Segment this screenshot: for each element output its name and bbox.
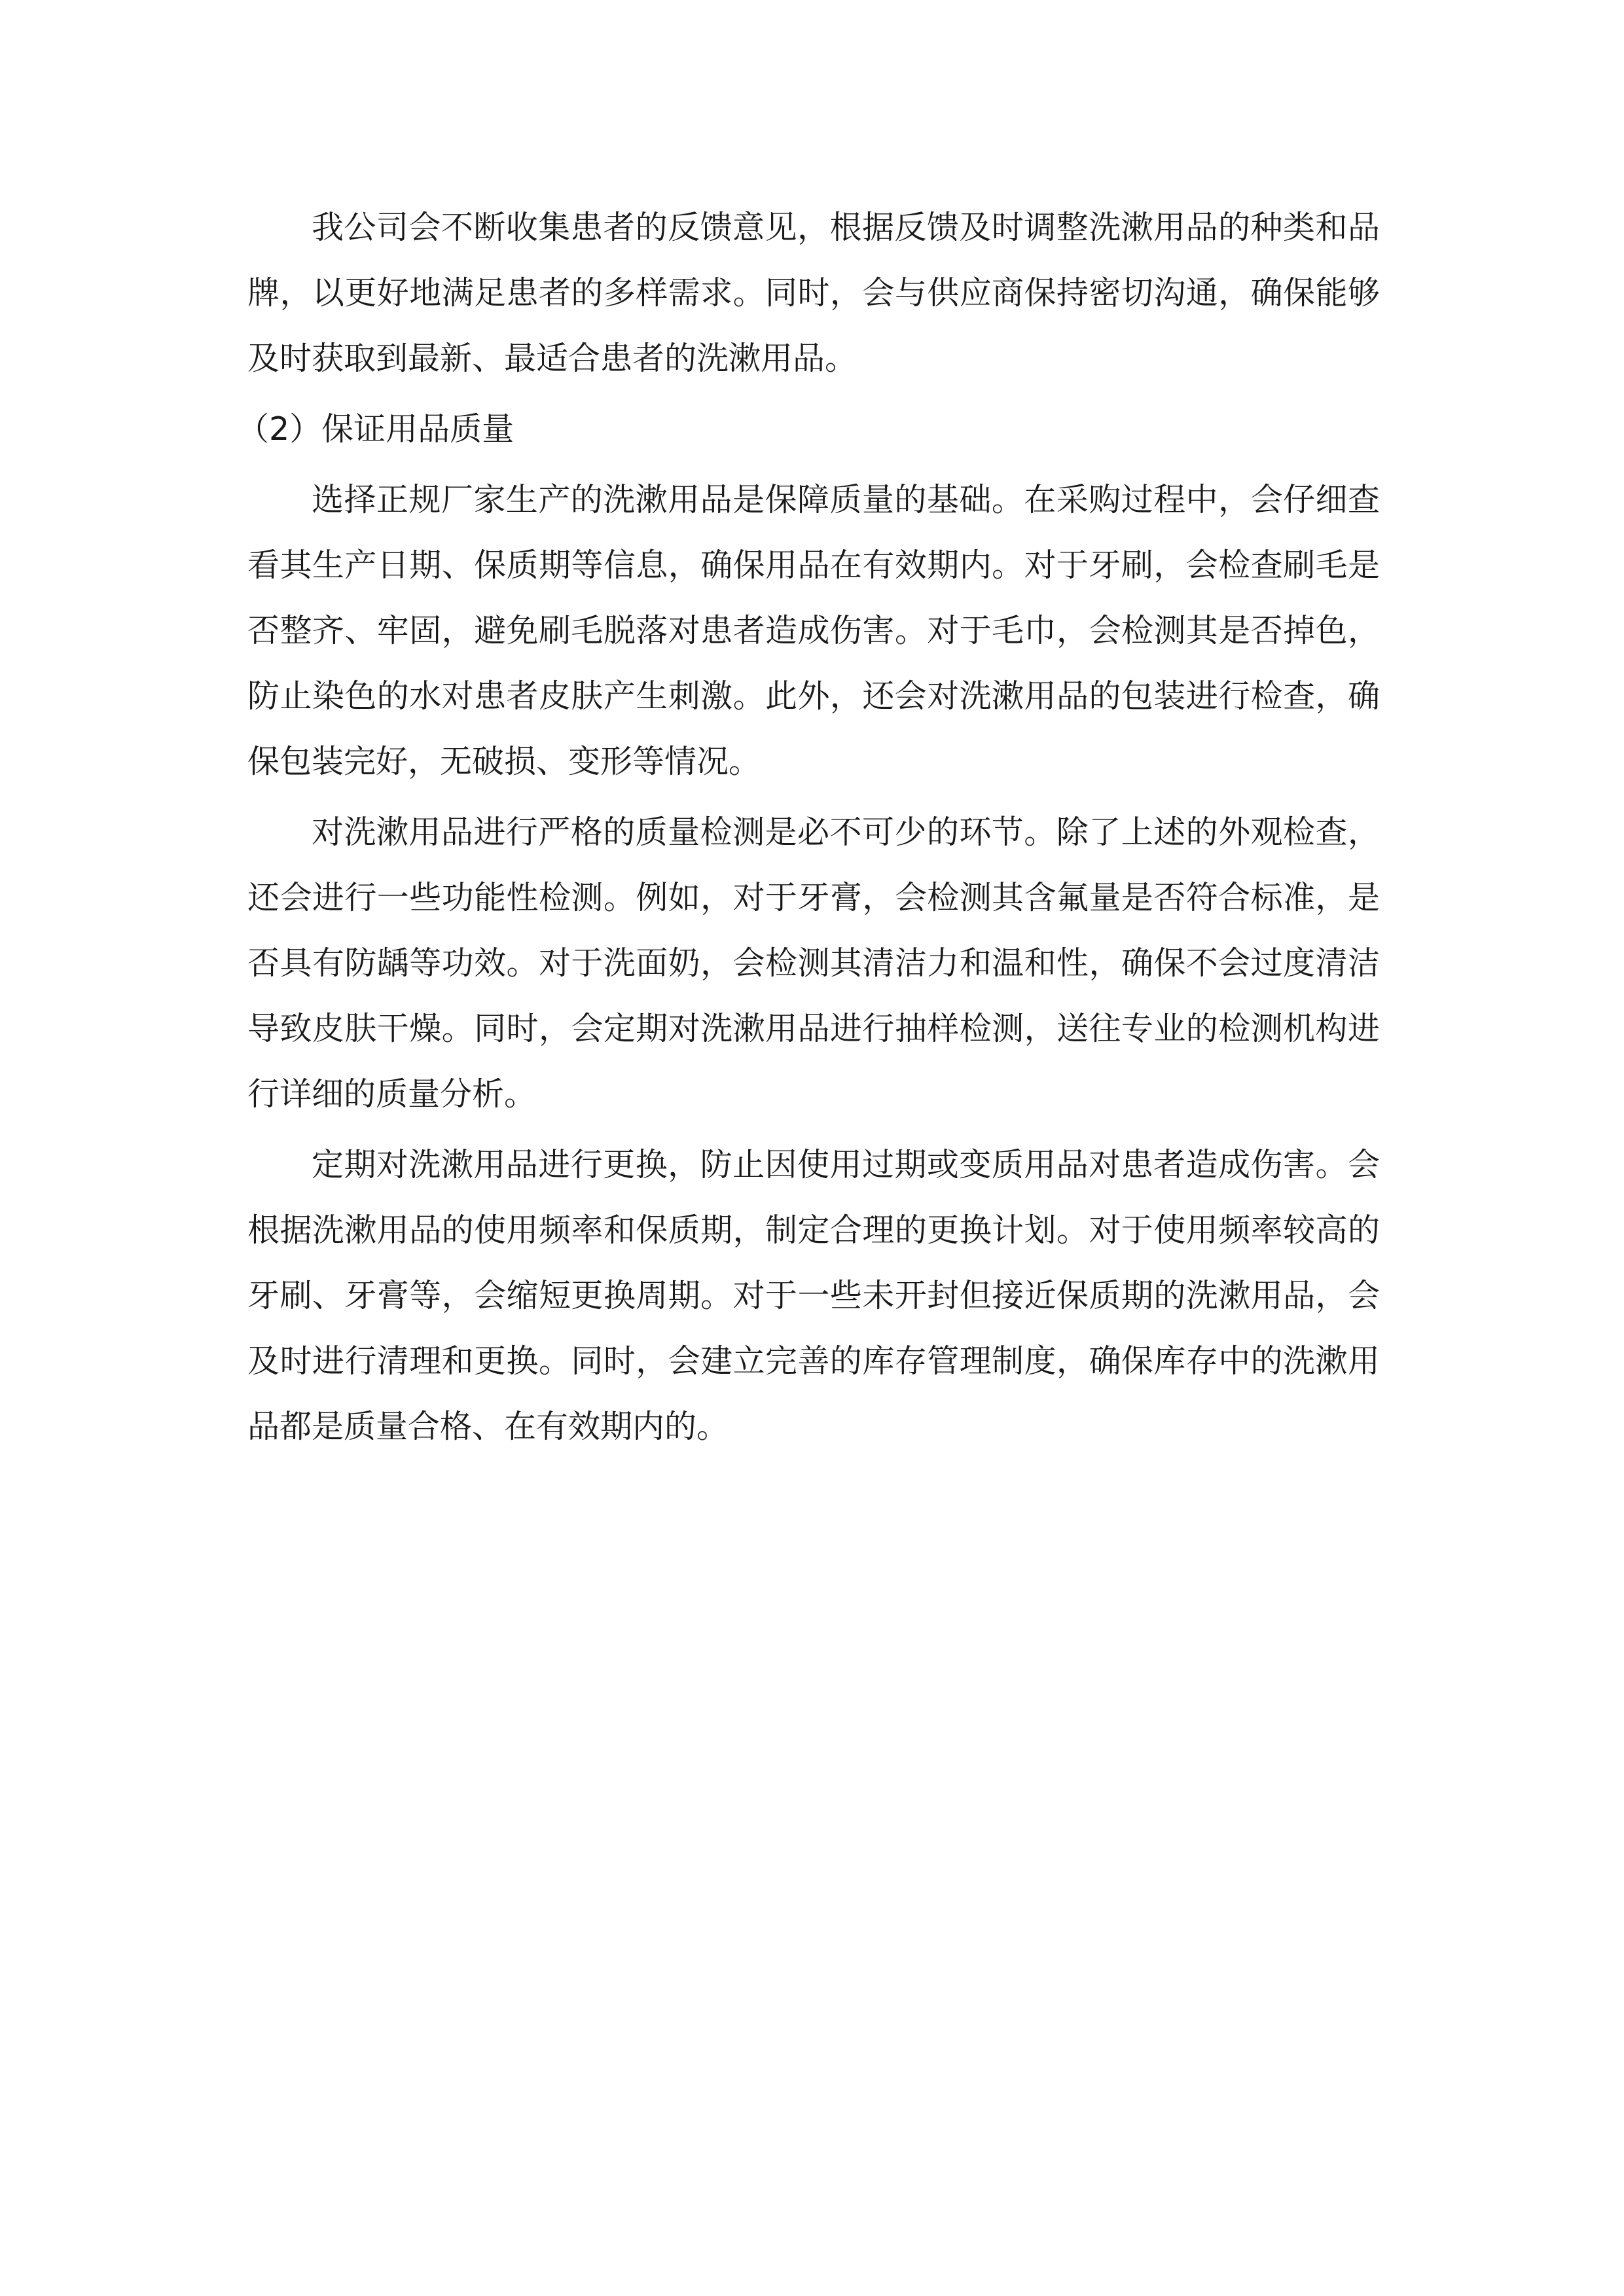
paragraph-quality-testing: 对洗漱用品进行严格的质量检测是必不可少的环节。除了上述的外观检查，还会进行一些功能性检测。例如，对于牙膏，会检测其含氟量是否符合标准，是否具有防龋等功效。对于洗面奶，会检测其清洁力和温和性，确保不会过度清洁导致皮肤干燥。同时，会定期对洗漱用品进行抽样检测，送往专业的检测机构进行详细的质量分析。 xyxy=(247,814,1380,1113)
document-body xyxy=(237,195,1380,1465)
paragraph-replacement: 定期对洗漱用品进行更换，防止因使用过期或变质用品对患者造成伤害。会根据洗漱用品的使用频率和保质期，制定合理的更换计划。对于使用频率较高的牙刷、牙膏等，会缩短更换周期。对于一些未开封但接近保质期的洗漱用品，会及时进行清理和更换。同时，会建立完善的库存管理制度，确保库存中的洗漱用品都是质量合格、在有效期内的。 xyxy=(247,1146,1380,1445)
paragraph-supplier-selection: 选择正规厂家生产的洗漱用品是保障质量的基础。在采购过程中，会仔细查看其生产日期、保质期等信息，确保用品在有效期内。对于牙刷，会检查刷毛是否整齐、牢固，避免刷毛脱落对患者造成伤害。对于毛巾，会检测其是否掉色，防止染色的水对患者皮肤产生刺激。此外，还会对洗漱用品的包装进行检查，确保包装完好，无破损、变形等情况。 xyxy=(247,481,1380,780)
section-heading-quality: （2）保证用品质量 xyxy=(237,410,514,448)
paragraph-feedback: 我公司会不断收集患者的反馈意见，根据反馈及时调整洗漱用品的种类和品牌，以更好地满足患者的多样需求。同时，会与供应商保持密切沟通，确保能够及时获取到最新、最适合患者的洗漱用品。 xyxy=(247,209,1380,377)
